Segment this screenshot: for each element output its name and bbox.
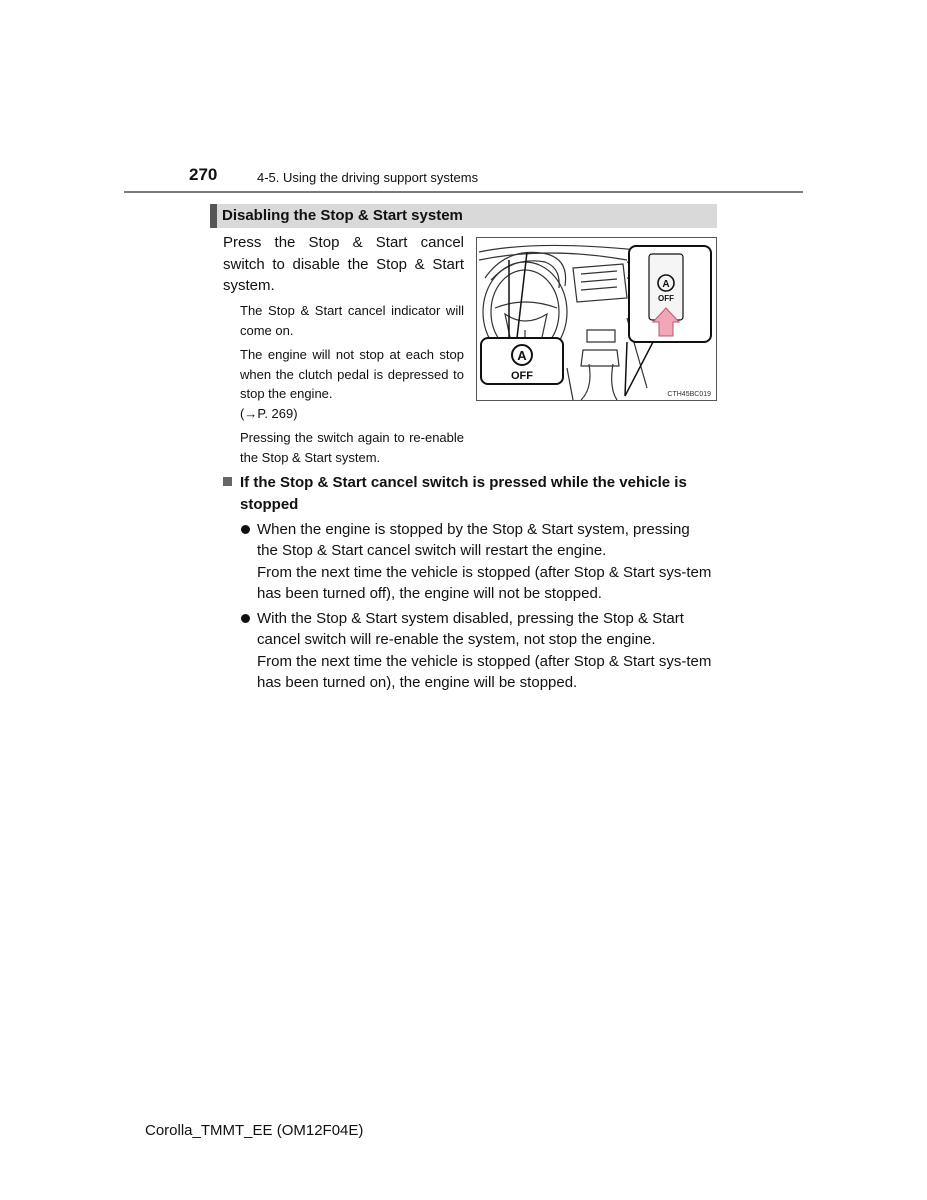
note-reenable: Pressing the switch again to re-enable the Stop & Start system.: [240, 430, 464, 465]
bullet-dot-icon: [241, 525, 250, 534]
list-item-subtext: From the next time the vehicle is stopped (after Stop & Start sys-tem has been turned off), the engine will not be stopped.: [257, 563, 712, 602]
section-heading-text: If the Stop & Start cancel switch is pressed while the vehicle is stopped: [240, 474, 687, 513]
note-engine: [240, 345, 464, 423]
bullet-dot-icon: [241, 614, 250, 623]
dashboard-drawing: [477, 238, 717, 401]
large-switch-off-label: OFF: [511, 370, 533, 382]
section-title: 4-5. Using the driving support systems: [257, 170, 479, 185]
page-reference: (→P. 269): [240, 405, 298, 421]
footer-text: Corolla_TMMT_EE (OM12F04E): [145, 1122, 364, 1139]
dashboard-illustration: [476, 237, 717, 401]
small-switch-off-label: OFF: [658, 294, 674, 303]
square-bullet-icon: [223, 477, 232, 486]
list-item-subtext: From the next time the vehicle is stopped (after Stop & Start sys-tem has been turned on), the engine will be stopped.: [257, 652, 712, 691]
lead-paragraph: Press the Stop & Start cancel switch to disable the Stop & Start system.: [223, 234, 464, 294]
note-engine-text: The engine will not stop at each stop when the clutch pedal is depressed to stop the engine.: [240, 347, 464, 401]
subsection-bar: [210, 204, 217, 228]
list-item-text: When the engine is stopped by the Stop & Start system, pressing the Stop & Start cancel switch will restart the engine.: [257, 521, 690, 560]
subsection-header: [210, 204, 717, 228]
figure-code: CTH45BC019: [667, 391, 711, 398]
large-switch-callout: [481, 338, 563, 384]
large-switch-symbol: A: [517, 348, 527, 363]
small-switch-symbol: A: [662, 279, 670, 290]
header-rule: [124, 191, 803, 193]
list-item-text: With the Stop & Start system disabled, pressing the Stop & Start cancel switch will re-enable the system, not stop the engine.: [257, 610, 684, 649]
note-indicator: The Stop & Start cancel indicator will come on.: [240, 303, 464, 338]
subsection-title: Disabling the Stop & Start system: [222, 207, 463, 224]
page-number: 270: [189, 165, 218, 184]
small-switch-callout: [629, 246, 711, 342]
